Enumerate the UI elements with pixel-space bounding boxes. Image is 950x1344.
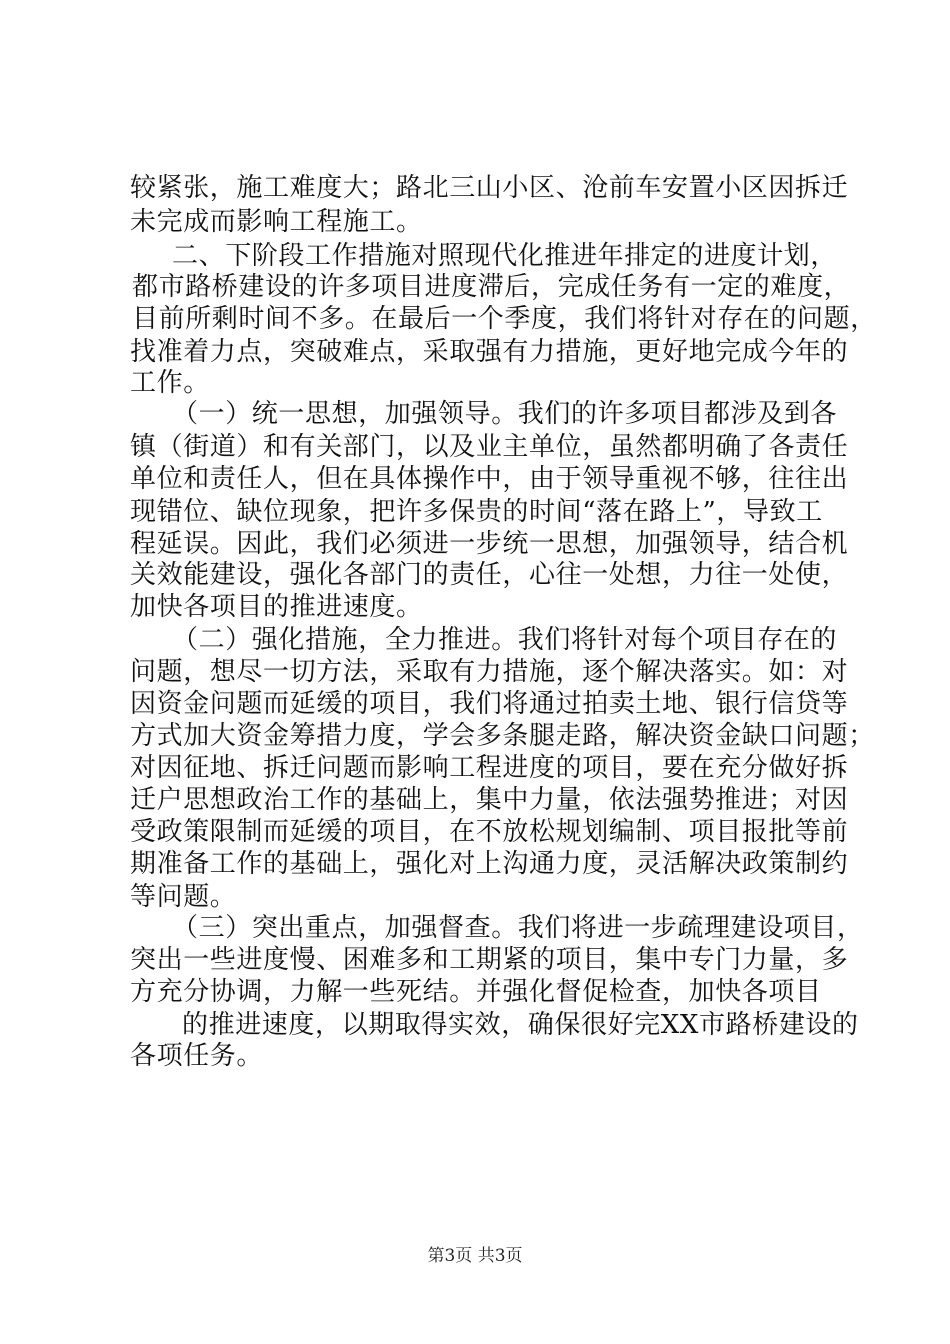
text-line: 关效能建设，强化各部门的责任，心往一处想，力往一处使， bbox=[130, 560, 849, 590]
text-line: 未完成而影响工程施工。 bbox=[130, 207, 423, 237]
text-line: 方式加大资金筹措力度，学会多条腿走路，解决资金缺口问题； bbox=[130, 721, 875, 751]
text-line: 程延误。因此，我们必须进一步统一思想，加强领导，结合机 bbox=[130, 529, 849, 559]
text-line: （一）统一思想，加强领导。我们的许多项目都涉及到各 bbox=[172, 399, 838, 429]
text-line: 的推进速度，以期取得实效，确保很好完XX市路桥建设的 bbox=[182, 1010, 859, 1040]
text-line: 受政策限制而延缓的项目，在不放松规划编制、项目报批等前 bbox=[130, 817, 849, 847]
text-line: 各项任务。 bbox=[130, 1041, 264, 1071]
text-line: 突出一些进度慢、困难多和工期紧的项目，集中专门力量，多 bbox=[130, 945, 849, 975]
text-line: （二）强化措施，全力推进。我们将针对每个项目存在的 bbox=[172, 625, 838, 655]
text-line: 等问题。 bbox=[130, 882, 237, 912]
text-line: 因资金问题而延缓的项目，我们将通过拍卖土地、银行信贷等 bbox=[130, 689, 849, 719]
text-line: 现错位、缺位现象，把许多保贵的时间“落在路上”，导致工 bbox=[130, 497, 823, 527]
text-line: 找准着力点，突破难点，采取强有力措施，更好地完成今年的 bbox=[130, 337, 849, 367]
text-line: 都市路桥建设的许多项目进度滞后，完成任务有一定的难度， bbox=[132, 272, 851, 302]
text-line: 二、下阶段工作措施对照现代化推进年排定的进度计划， bbox=[172, 241, 838, 271]
text-line: 较紧张，施工难度大；路北三山小区、沧前车安置小区因拆迁 bbox=[130, 173, 849, 203]
text-line: 问题，想尽一切方法，采取有力措施，逐个解决落实。如：对 bbox=[130, 657, 849, 687]
page-footer: 第3页 共3页 bbox=[427, 1246, 523, 1266]
text-line: 加快各项目的推进速度。 bbox=[130, 592, 423, 622]
text-line: 单位和责任人，但在具体操作中，由于领导重视不够，往往出 bbox=[130, 464, 849, 494]
text-line: 工作。 bbox=[130, 368, 210, 398]
text-line: 期准备工作的基础上，强化对上沟通力度，灵活解决政策制约 bbox=[130, 849, 849, 879]
text-line: 方充分协调，力解一些死结。并强化督促检查，加快各项目 bbox=[130, 977, 822, 1007]
text-line: （三）突出重点，加强督查。我们将进一步疏理建设项目， bbox=[172, 913, 864, 943]
text-line: 镇（街道）和有关部门，以及业主单位，虽然都明确了各责任 bbox=[130, 432, 849, 462]
text-line: 迁户思想政治工作的基础上，集中力量，依法强势推进；对因 bbox=[130, 785, 849, 815]
text-line: 对因征地、拆迁问题而影响工程进度的项目，要在充分做好拆 bbox=[130, 753, 849, 783]
text-line: 目前所剩时间不多。在最后一个季度，我们将针对存在的问题， bbox=[132, 304, 877, 334]
